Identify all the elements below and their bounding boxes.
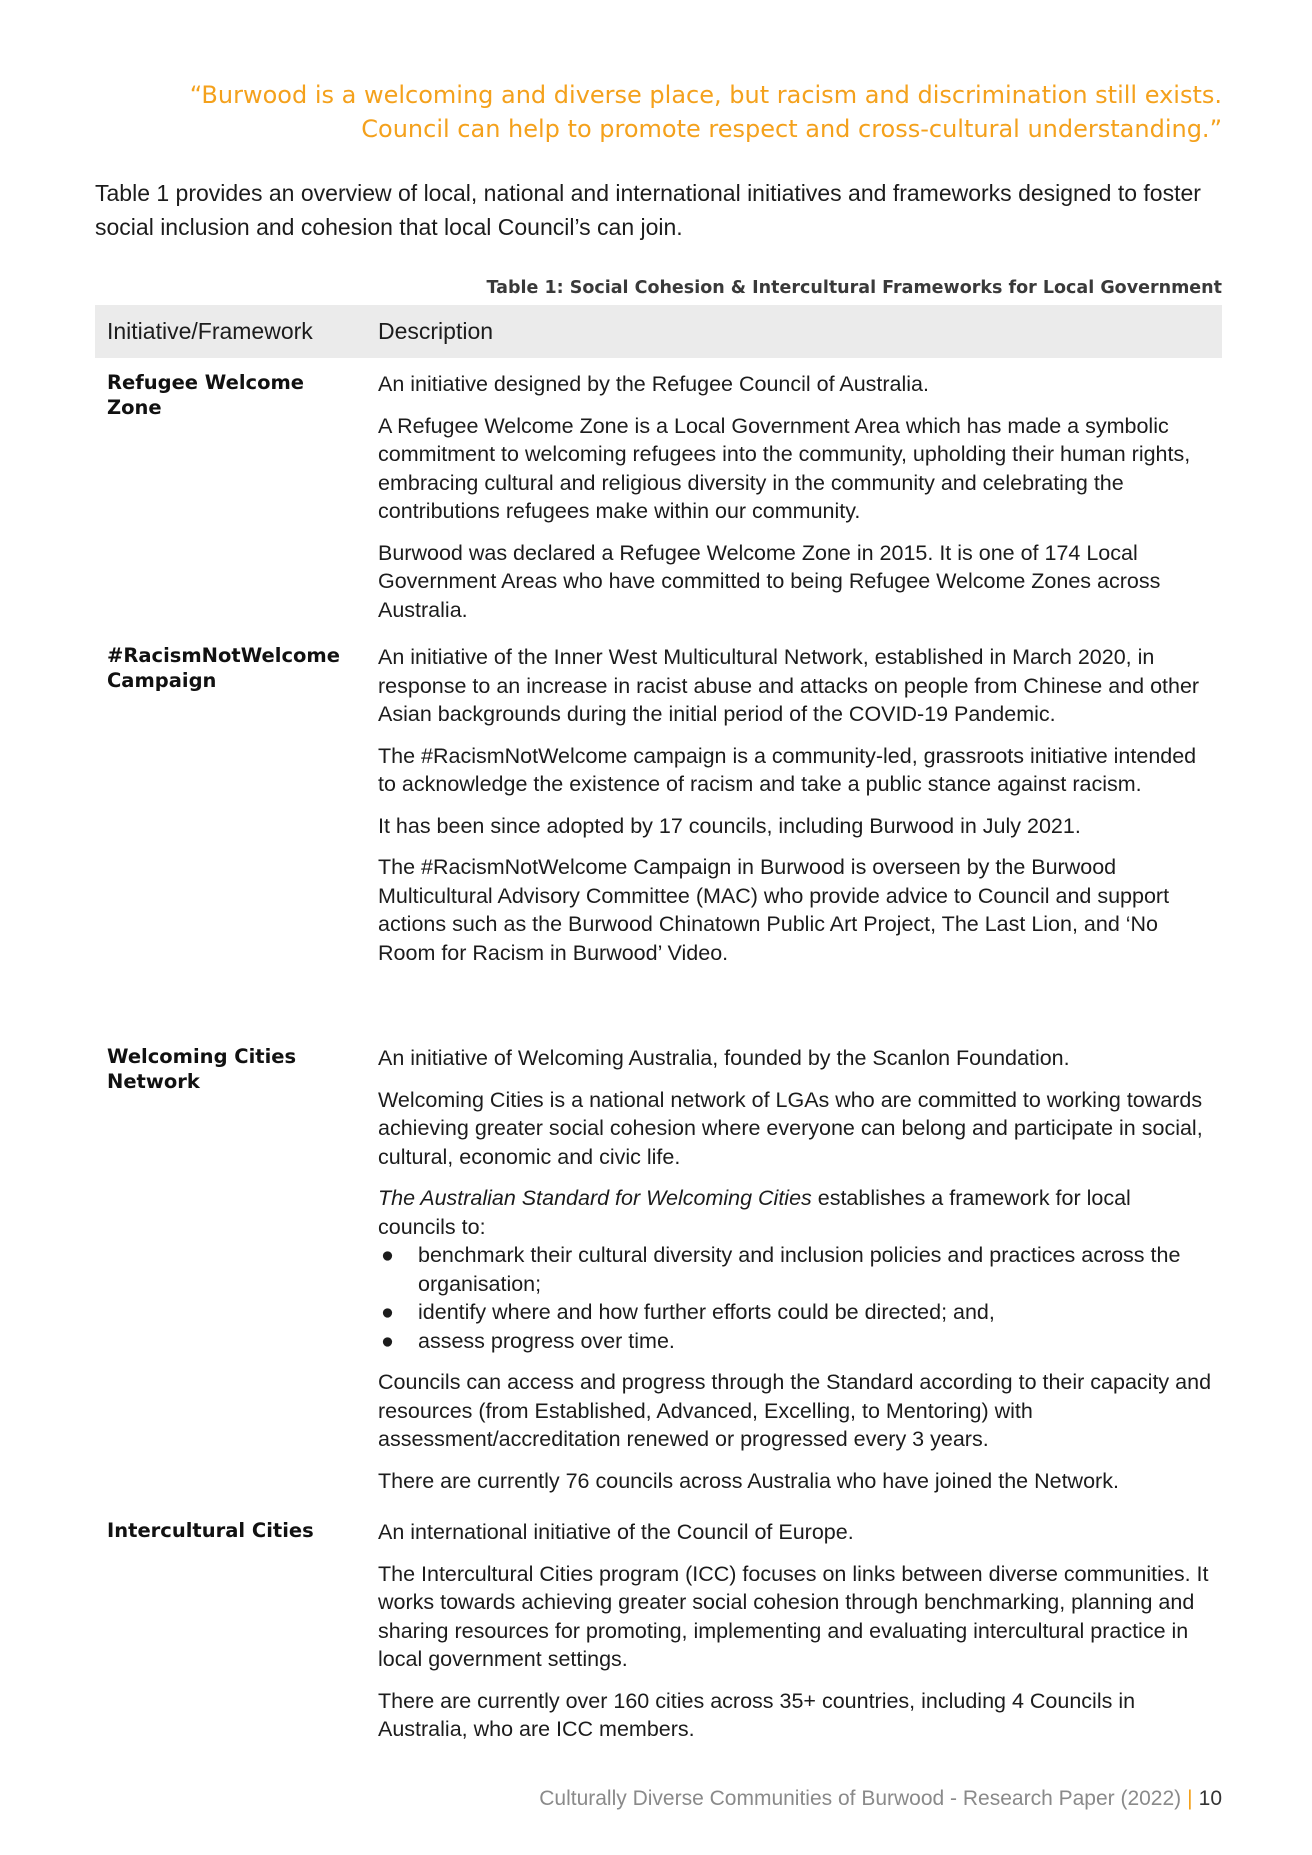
row-paragraph: The #RacismNotWelcome Campaign in Burwood is overseen by the Burwood Multicultural Advisory Committee (MAC) who provide advice to Council and support actions such as the Burwood Chinatown Public Art Project, The Last Lion, and ‘No Room for Racism in Burwood’ Video. [378,855,1170,965]
row-paragraph: Burwood was declared a Refugee Welcome Zone in 2015. It is one of 174 Local Government Areas who have committed to being Refugee Welcome Zones across Australia. [378,540,1161,622]
row-name: #RacismNotWelcome Campaign [107,644,340,692]
row-paragraph: The Intercultural Cities program (ICC) focuses on links between diverse communities. It works towards achieving greater social cohesion through benchmarking, planning and sharing resources for promoting, implementing and evaluating intercultural practice in local government settings. [378,1561,1209,1671]
row-paragraph: An initiative designed by the Refugee Council of Australia. [378,372,929,396]
footer-title: Culturally Diverse Communities of Burwood - Research Paper (2022) [539,1787,1182,1810]
bullet-icon: ● [381,1243,394,1267]
intro-paragraph: Table 1 provides an overview of local, national and international initiatives and frameworks designed to foster social inclusion and cohesion that local Council’s can join. [95,180,1201,240]
table-header [95,305,1222,358]
standard-title: The Australian Standard for Welcoming Cities [378,1186,812,1210]
page-number: 10 [1198,1787,1222,1810]
row-paragraph: A Refugee Welcome Zone is a Local Government Area which has made a symbolic commitment to welcoming refugees into the community, upholding their human rights, embracing cultural and religious diversity in the community and celebrating the contributions refugees make within our community. [378,413,1191,523]
footer-separator: | [1187,1787,1193,1810]
row-description [378,370,1213,637]
list-item [378,1298,1213,1327]
list-item [378,1241,1213,1298]
list-item-text: identify where and how further efforts could be directed; and, [418,1300,995,1324]
pull-quote-line-2: Council can help to promote respect and cross-cultural understanding.” [361,115,1222,143]
bullet-list [378,1241,1213,1355]
row-paragraph: Welcoming Cities is a national network of LGAs who are committed to working towards achieving greater social cohesion where everyone can belong and participate in social, cultural, economic and civic life. [378,1087,1203,1169]
pull-quote-line-1: “Burwood is a welcoming and diverse place, but racism and discrimination still exists. [189,81,1222,109]
row-name: Refugee Welcome Zone [107,371,305,419]
table-caption: Table 1: Social Cohesion & Intercultural Frameworks for Local Government [486,278,1222,298]
pull-quote [95,78,1222,146]
row-paragraph: There are currently 76 councils across Australia who have joined the Network. [378,1468,1119,1493]
page-footer [95,1785,1222,1813]
row-paragraph: There are currently over 160 cities across 35+ countries, including 4 Councils in Australia, who are ICC members. [378,1688,1136,1741]
header-description: Description [378,318,494,344]
row-paragraph: The #RacismNotWelcome campaign is a community-led, grassroots initiative intended to acknowledge the existence of racism and take a public stance against racism. [378,743,1197,796]
bullet-icon: ● [381,1328,394,1353]
list-item [378,1327,1213,1356]
standard-paragraph [378,1184,1213,1241]
row-name: Welcoming Cities Network [107,1045,297,1093]
row-name: Intercultural Cities [107,1519,314,1542]
row-paragraph: Councils can access and progress through the Standard according to their capacity and resources (from Established, Advanced, Excelling, to Mentoring) with assessment/accreditation renewed or progressed every 3 years. [378,1370,1212,1451]
list-item-text: benchmark their cultural diversity and inclusion policies and practices across the organisation; [418,1243,1181,1296]
row-paragraph: An initiative of the Inner West Multicultural Network, established in March 2020, in response to an increase in racist abuse and attacks on people from Chinese and other Asian backgrounds during the initial period of the COVID-19 Pandemic. [378,645,1200,726]
standard-text: establishes a framework for local councils to: [378,1186,1131,1239]
row-description [378,1518,1213,1757]
header-initiative: Initiative/Framework [107,318,313,344]
list-item-text: assess progress over time. [418,1328,675,1353]
bullet-icon: ● [381,1300,394,1324]
row-paragraph: It has been since adopted by 17 councils, including Burwood in July 2021. [378,813,1081,838]
row-description [378,1044,1213,1508]
row-paragraph: An international initiative of the Council of Europe. [378,1520,854,1544]
row-description [378,643,1213,980]
row-paragraph: An initiative of Welcoming Australia, founded by the Scanlon Foundation. [378,1046,1070,1070]
